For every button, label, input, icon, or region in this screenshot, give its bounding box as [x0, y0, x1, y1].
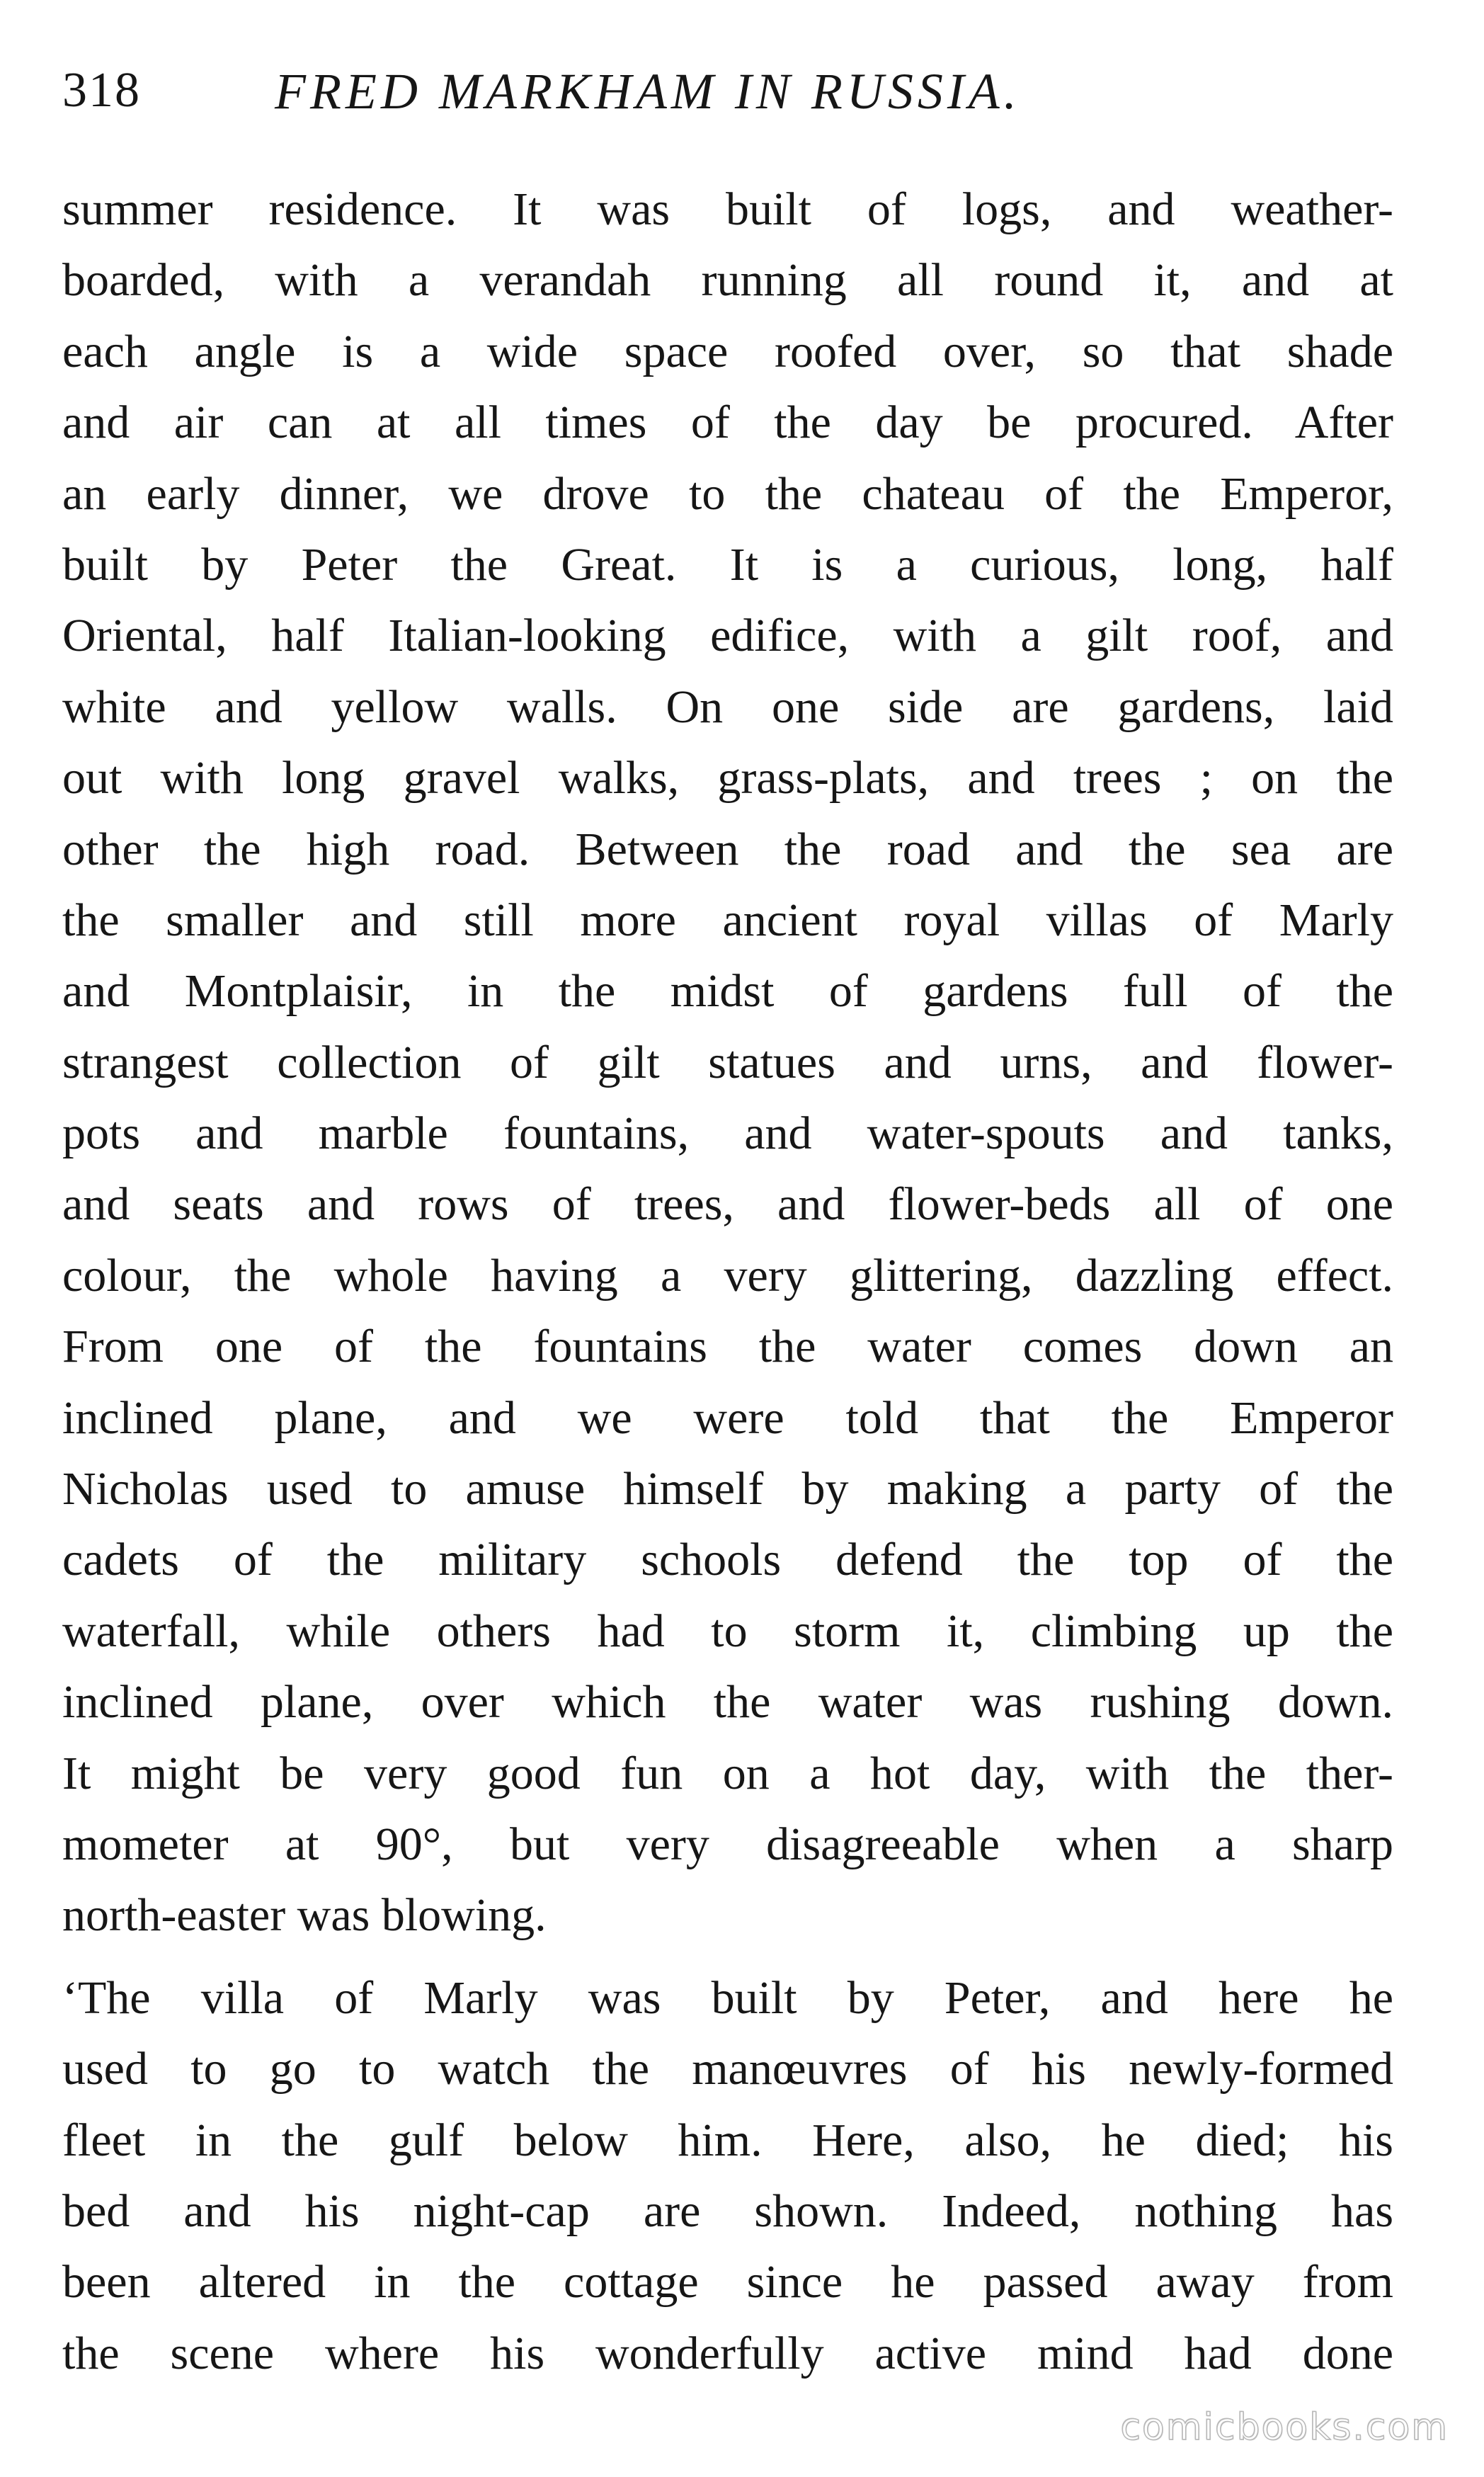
text-line: other the high road. Between the road and the sea are	[62, 823, 1393, 875]
text-line: bed and his night-cap are shown. Indeed, nothing has	[62, 2185, 1393, 2237]
text-line: and air can at all times of the day be procured. After	[62, 397, 1393, 449]
text-line: Nicholas used to amuse himself by making a party of the	[62, 1463, 1393, 1515]
text-line: white and yellow walls. On one side are gardens, laid	[62, 681, 1393, 733]
text-line: ‘The villa of Marly was built by Peter, and here he	[62, 1971, 1393, 2024]
text-line: and Montplaisir, in the midst of gardens full of the	[62, 965, 1393, 1018]
text-line: an early dinner, we drove to the chateau of the Emperor,	[62, 467, 1393, 520]
text-line: cadets of the military schools defend the top of the	[62, 1534, 1393, 1586]
text-line: out with long gravel walks, grass-plats, and trees ; on the	[62, 752, 1393, 804]
text-line: used to go to watch the manœuvres of his newly-formed	[62, 2043, 1393, 2095]
body-text	[62, 174, 1393, 2389]
text-line: north-easter was blowing.	[62, 1889, 547, 1942]
page-header	[62, 62, 1408, 140]
text-line: summer residence. It was built of logs, and weather-	[62, 183, 1393, 235]
page-number: 318	[62, 63, 141, 118]
text-line: colour, the whole having a very glittering, dazzling effect.	[62, 1249, 1393, 1302]
text-line: inclined plane, over which the water was rushing down.	[62, 1676, 1393, 1729]
text-line: built by Peter the Great. It is a curious, long, half	[62, 538, 1393, 591]
paragraph	[62, 1963, 1393, 2389]
text-line: strangest collection of gilt statues and urns, and flower-	[62, 1036, 1393, 1088]
text-line: waterfall, while others had to storm it, climbing up the	[62, 1605, 1393, 1657]
text-line: boarded, with a verandah running all round it, and at	[62, 254, 1393, 307]
text-line: the smaller and still more ancient royal villas of Marly	[62, 894, 1393, 946]
text-line: pots and marble fountains, and water-spouts and tanks,	[62, 1107, 1393, 1160]
text-line: each angle is a wide space roofed over, so that shade	[62, 325, 1393, 377]
text-line: been altered in the cottage since he passed away from	[62, 2256, 1393, 2308]
text-line: the scene where his wonderfully active mind had done	[62, 2327, 1393, 2379]
text-line: inclined plane, and we were told that the Emperor	[62, 1391, 1393, 1444]
text-line: It might be very good fun on a hot day, with the ther-	[62, 1747, 1393, 1799]
text-line: Oriental, half Italian-looking edifice, with a gilt roof, and	[62, 610, 1393, 662]
watermark: comicbooks.com	[1120, 2406, 1449, 2449]
paragraph-gap	[62, 1952, 1393, 1963]
text-line: fleet in the gulf below him. Here, also, he died; his	[62, 2114, 1393, 2166]
text-line: From one of the fountains the water comes down an	[62, 1321, 1393, 1373]
paragraph	[62, 174, 1393, 1952]
text-line: and seats and rows of trees, and flower-beds all of one	[62, 1178, 1393, 1231]
running-title: FRED MARKHAM IN RUSSIA.	[275, 63, 1021, 120]
text-line: mometer at 90°, but very disagreeable when a sharp	[62, 1818, 1393, 1870]
